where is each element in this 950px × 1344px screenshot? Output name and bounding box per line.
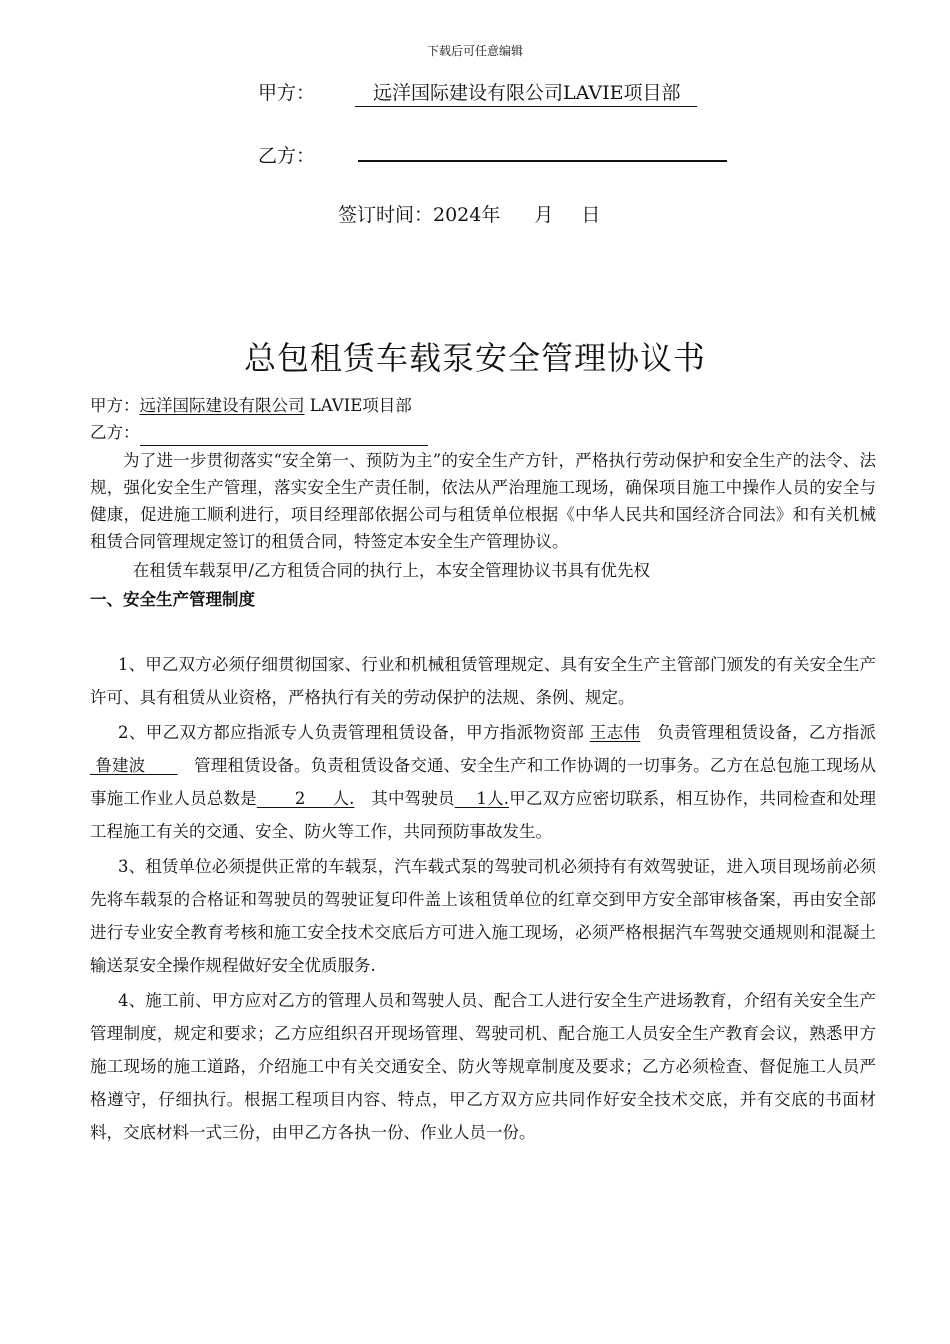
- item-1: 1、甲乙双方必须仔细贯彻国家、行业和机械租赁管理规定、具有安全生产主管部门颁发的有关安全生产许可、具有租赁从业资格，严格执行有关的劳动保护的法规、条例、规定。: [90, 655, 876, 707]
- cover-sign-date: [338, 200, 600, 227]
- priority-paragraph: 在租赁车载泵甲/乙方租赁合同的执行上，本安全管理协议书具有优先权: [132, 561, 650, 580]
- person-a: 王志伟: [589, 723, 641, 742]
- cover-party-b-blank: [358, 160, 727, 162]
- intro-block: [90, 447, 876, 614]
- item-3: 3、租赁单位必须提供正常的车载泵，汽车载式泵的驾驶司机必须持有有效驾驶证，进入项目现场前必须先将车载泵的合格证和驾驶员的驾驶证复印件盖上该租赁单位的红章交到甲方安全部审核备案，再由安全部进行专业安全教育考核和施工安全技术交底后方可进入施工现场，必须严格根据汽车驾驶交通规则和混凝土输送泵安全操作规程做好安全优质服务.: [90, 857, 876, 975]
- parties-block: [90, 392, 876, 446]
- cover-party-a-value: 远洋国际建设有限公司LAVIE项目部: [373, 82, 681, 104]
- party-a-label: 甲方：: [90, 396, 140, 415]
- party-b-line: [90, 419, 876, 446]
- item-4: 4、施工前、甲方应对乙方的管理人员和驾驶人员、配合工人进行安全生产进场教育，介绍有关安全生产管理制度，规定和要求；乙方应组织召开现场管理、驾驶司机、配合施工人员安全生产教育会议，熟悉甲方施工现场的施工道路，介绍施工中有关交通安全、防火等规章制度及要求；乙方必须检查、督促施工人员严格遵守，仔细执行。根据工程项目内容、特点，甲乙方双方应共同作好安全技术交底，并有交底的书面材料，交底材料一式三份，由甲乙方各执一份、作业人员一份。: [90, 991, 876, 1142]
- sign-label: 签订时间：2024年: [338, 204, 501, 226]
- party-a-project: LAVIE项目部: [304, 396, 412, 415]
- driver-unit: 人.: [486, 789, 510, 808]
- party-a-company: 远洋国际建设有限公司: [139, 396, 305, 415]
- section-1-heading: 一、安全生产管理制度: [90, 590, 255, 609]
- document-title: 总包租赁车载泵安全管理协议书: [243, 339, 706, 377]
- item-2: 2、甲乙双方都应指派专人负责管理租赁设备，甲方指派物资部 王志伟 负责管理租赁设备，乙方指派 鲁建波 管理租赁设备。负责租赁设备交通、安全生产和工作协调的一切事务。乙方在总包施工现场从事施工作业人员总数是 2 人. 其中驾驶员 1人.甲乙双方应密切联系，相互协作，共同检查和处理工程施工有关的交通、安全、防火等工作，共同预防事故发生。: [90, 723, 877, 841]
- sign-day: 日: [581, 204, 601, 226]
- header-note: 下载后可任意编辑: [426, 44, 523, 58]
- sign-month: 月: [534, 204, 554, 226]
- intro-paragraph: 为了进一步贯彻落实“安全第一、预防为主”的安全生产方针，严格执行劳动保护和安全生产的法令、法规，强化安全生产管理，落实安全生产责任制，依法从严治理施工现场，确保项目施工中操作人员的安全与健康，促进施工顺利进行，项目经理部依据公司与租赁单位根据《中华人民共和国经济合同法》和有关机械租赁合同管理规定签订的租赁合同，特签定本安全生产管理协议。: [90, 451, 876, 551]
- cover-party-a-label: 甲方：: [258, 82, 316, 104]
- party-b-label: 乙方：: [90, 423, 140, 442]
- party-b-blank: [140, 427, 428, 446]
- party-a-line: [90, 392, 876, 419]
- person-b: 鲁建波: [90, 756, 178, 775]
- section-1-items: [90, 648, 876, 1149]
- cover-party-a-field: [355, 78, 697, 107]
- worker-total: 2 人.: [256, 789, 355, 808]
- cover-party-b-label: 乙方：: [258, 145, 316, 167]
- driver-count: 1: [454, 789, 487, 808]
